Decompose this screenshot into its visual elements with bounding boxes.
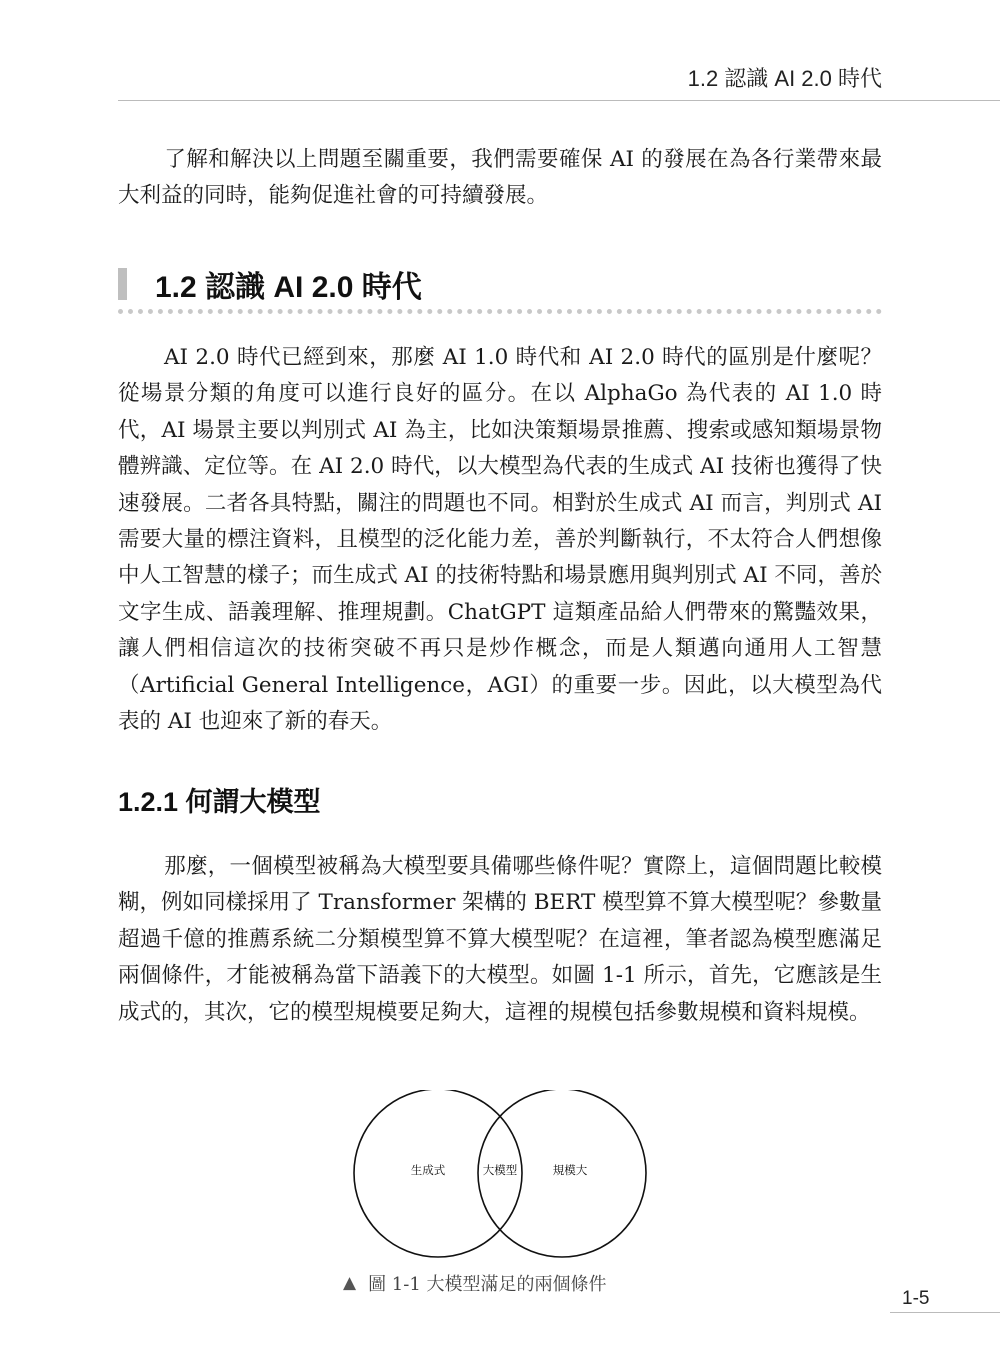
venn-label-large-model: 大模型 <box>482 1165 518 1177</box>
running-header: 1.2 認識 AI 2.0 時代 <box>687 66 882 91</box>
subsection-paragraph <box>118 849 882 1031</box>
header-divider <box>118 100 1000 101</box>
section-heading-bar <box>118 268 127 300</box>
section-paragraph-text: AI 2.0 時代已經到來，那麼 AI 1.0 時代和 AI 2.0 時代的區別是什麼呢？從場景分類的角度可以進行良好的區分。在以 AlphaGo 為代表的 AI 1.0 時代，AI 場景主要以判別式 AI 為主，比如決策類場景推薦、搜索或感知類場景物體辨識、定位等。在 AI 2.0 時代，以大模型為代表的生成式 AI 技術也獲得了快速發展。二者各具特點，關注的問題也不同。相對於生成式 AI 而言，判別式 AI 需要大量的標注資料，且模型的泛化能力差，善於判斷執行，不太符合人們想像中人工智慧的樣子；而生成式 AI 的技術特點和場景應用與判別式 AI 不同，善於文字生成、語義理解、推理規劃。ChatGPT 這類產品給人們帶來的驚豔效果，讓人們相信這次的技術突破不再只是炒作概念，而是人類邁向通用人工智慧（Artificial General Intelligence，AGI）的重要一步。因此，以大模型為代表的 AI 也迎來了新的春天。 <box>118 345 882 735</box>
section-heading <box>118 262 422 306</box>
page-number-divider <box>890 1312 1000 1313</box>
figure-caption-text: 圖 1-1 大模型滿足的兩個條件 <box>368 1274 607 1295</box>
section-dotted-divider <box>118 309 882 314</box>
venn-diagram <box>350 1090 650 1260</box>
venn-label-generative: 生成式 <box>410 1165 446 1177</box>
page-number: 1-5 <box>902 1288 930 1309</box>
intro-paragraph <box>118 142 882 215</box>
section-title: 1.2 認識 AI 2.0 時代 <box>155 271 422 304</box>
figure-caption <box>343 1270 607 1296</box>
venn-label-large-scale: 規模大 <box>552 1165 588 1177</box>
subsection-title: 1.2.1 何謂大模型 <box>118 787 321 817</box>
triangle-up-icon: ▲ <box>343 1273 357 1293</box>
subsection-paragraph-text: 那麼，一個模型被稱為大模型要具備哪些條件呢？實際上，這個問題比較模糊，例如同樣採用了 Transformer 架構的 BERT 模型算不算大模型呢？參數量超過千億的推薦系統二分類模型算不算大模型呢？在這裡，筆者認為模型應滿足兩個條件，才能被稱為當下語義下的大模型。如圖 1-1 所示，首先，它應該是生成式的，其次，它的模型規模要足夠大，這裡的規模包括參數規模和資料規模。 <box>118 854 882 1025</box>
section-paragraph <box>118 340 882 740</box>
intro-paragraph-text: 了解和解決以上問題至關重要，我們需要確保 AI 的發展在為各行業帶來最大利益的同時，能夠促進社會的可持續發展。 <box>118 147 882 209</box>
